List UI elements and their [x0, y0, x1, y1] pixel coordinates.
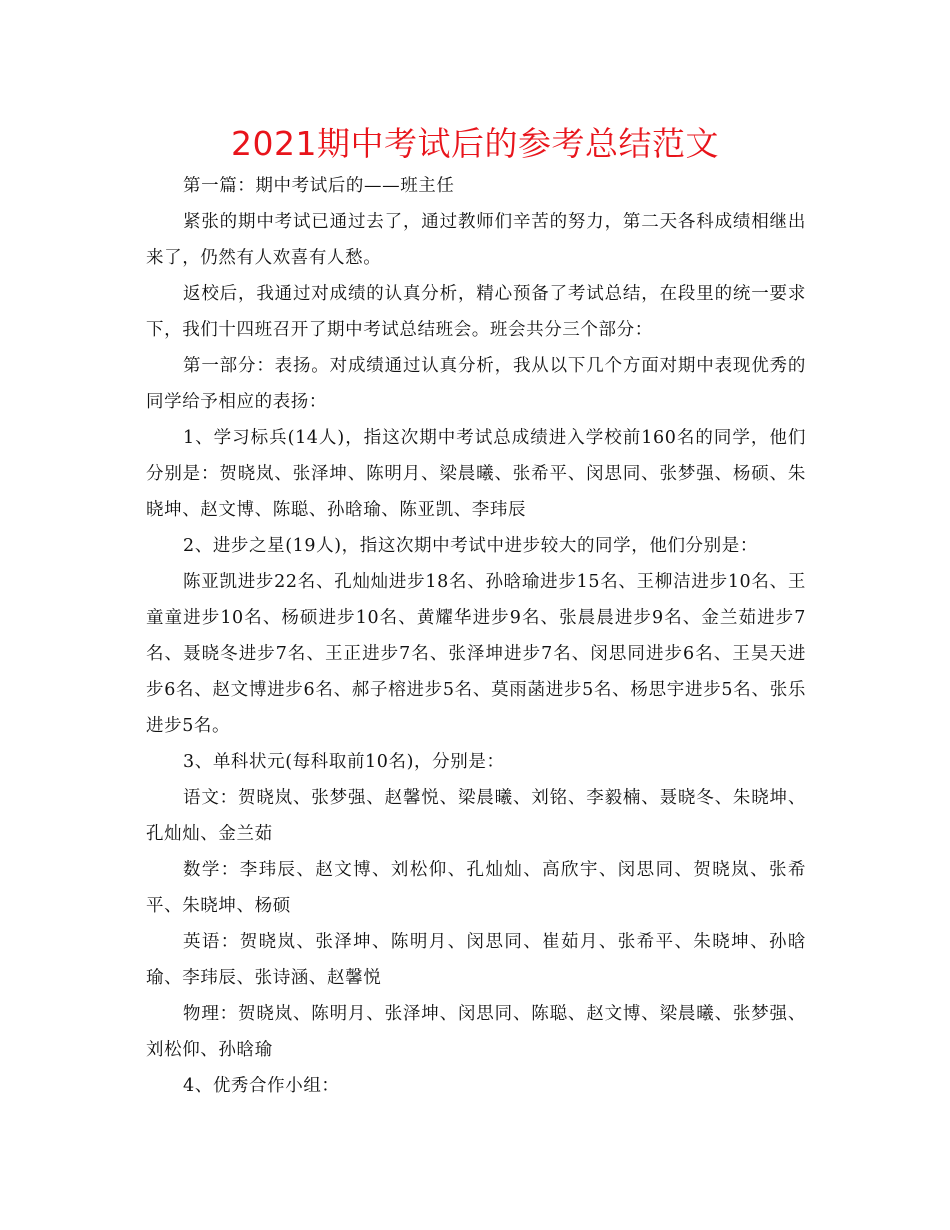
paragraph-subject-champions: 3、单科状元(每科取前10名)，分别是： — [183, 752, 505, 772]
document-title: 2021期中考试后的参考总结范文 — [231, 124, 719, 163]
paragraph-section-heading: 第一篇：期中考试后的——班主任 — [183, 176, 455, 196]
paragraph-study-models: 1、学习标兵(14人)，指这次期中考试总成绩进入学校前160名的同学，他们分别是：贺晓岚、张泽坤、陈明月、梁晨曦、张希平、闵思同、张梦强、杨硕、朱晓坤、赵文博、陈聪、孙晗瑜、陈亚凯、李玮辰 — [146, 428, 806, 520]
paragraph-english: 英语：贺晓岚、张泽坤、陈明月、闵思同、崔茹月、张希平、朱晓坤、孙晗瑜、李玮辰、张诗涵、赵馨悦 — [146, 932, 806, 988]
paragraph-physics: 物理：贺晓岚、陈明月、张泽坤、闵思同、陈聪、赵文博、梁晨曦、张梦强、刘松仰、孙晗瑜 — [146, 1004, 806, 1060]
paragraph-math: 数学：李玮辰、赵文博、刘松仰、孔灿灿、高欣宇、闵思同、贺晓岚、张希平、朱晓坤、杨硕 — [146, 860, 806, 916]
paragraph-part-one: 第一部分：表扬。对成绩通过认真分析，我从以下几个方面对期中表现优秀的同学给予相应的表扬： — [146, 356, 806, 412]
paragraph-chinese: 语文：贺晓岚、张梦强、赵馨悦、梁晨曦、刘铭、李毅楠、聂晓冬、朱晓坤、孔灿灿、金兰茹 — [146, 788, 806, 844]
paragraph-intro: 紧张的期中考试已通过去了，通过教师们辛苦的努力，第二天各科成绩相继出来了，仍然有人欢喜有人愁。 — [146, 212, 806, 268]
paragraph-progress-list: 陈亚凯进步22名、孔灿灿进步18名、孙晗瑜进步15名、王柳洁进步10名、王童童进步10名、杨硕进步10名、黄耀华进步9名、张晨晨进步9名、金兰茹进步7名、聂晓冬进步7名、王正进步7名、张泽坤进步7名、闵思同进步6名、王昊天进步6名、赵文博进步6名、郝子榕进步5名、莫雨菡进步5名、杨思宇进步5名、张乐进步5名。 — [146, 572, 806, 736]
paragraph-meeting: 返校后，我通过对成绩的认真分析，精心预备了考试总结，在段里的统一要求下，我们十四班召开了期中考试总结班会。班会共分三个部分： — [146, 284, 806, 340]
document-body — [146, 168, 806, 1104]
paragraph-progress-stars: 2、进步之星(19人)，指这次期中考试中进步较大的同学，他们分别是： — [183, 536, 758, 556]
paragraph-cooperation-groups: 4、优秀合作小组： — [183, 1076, 340, 1096]
